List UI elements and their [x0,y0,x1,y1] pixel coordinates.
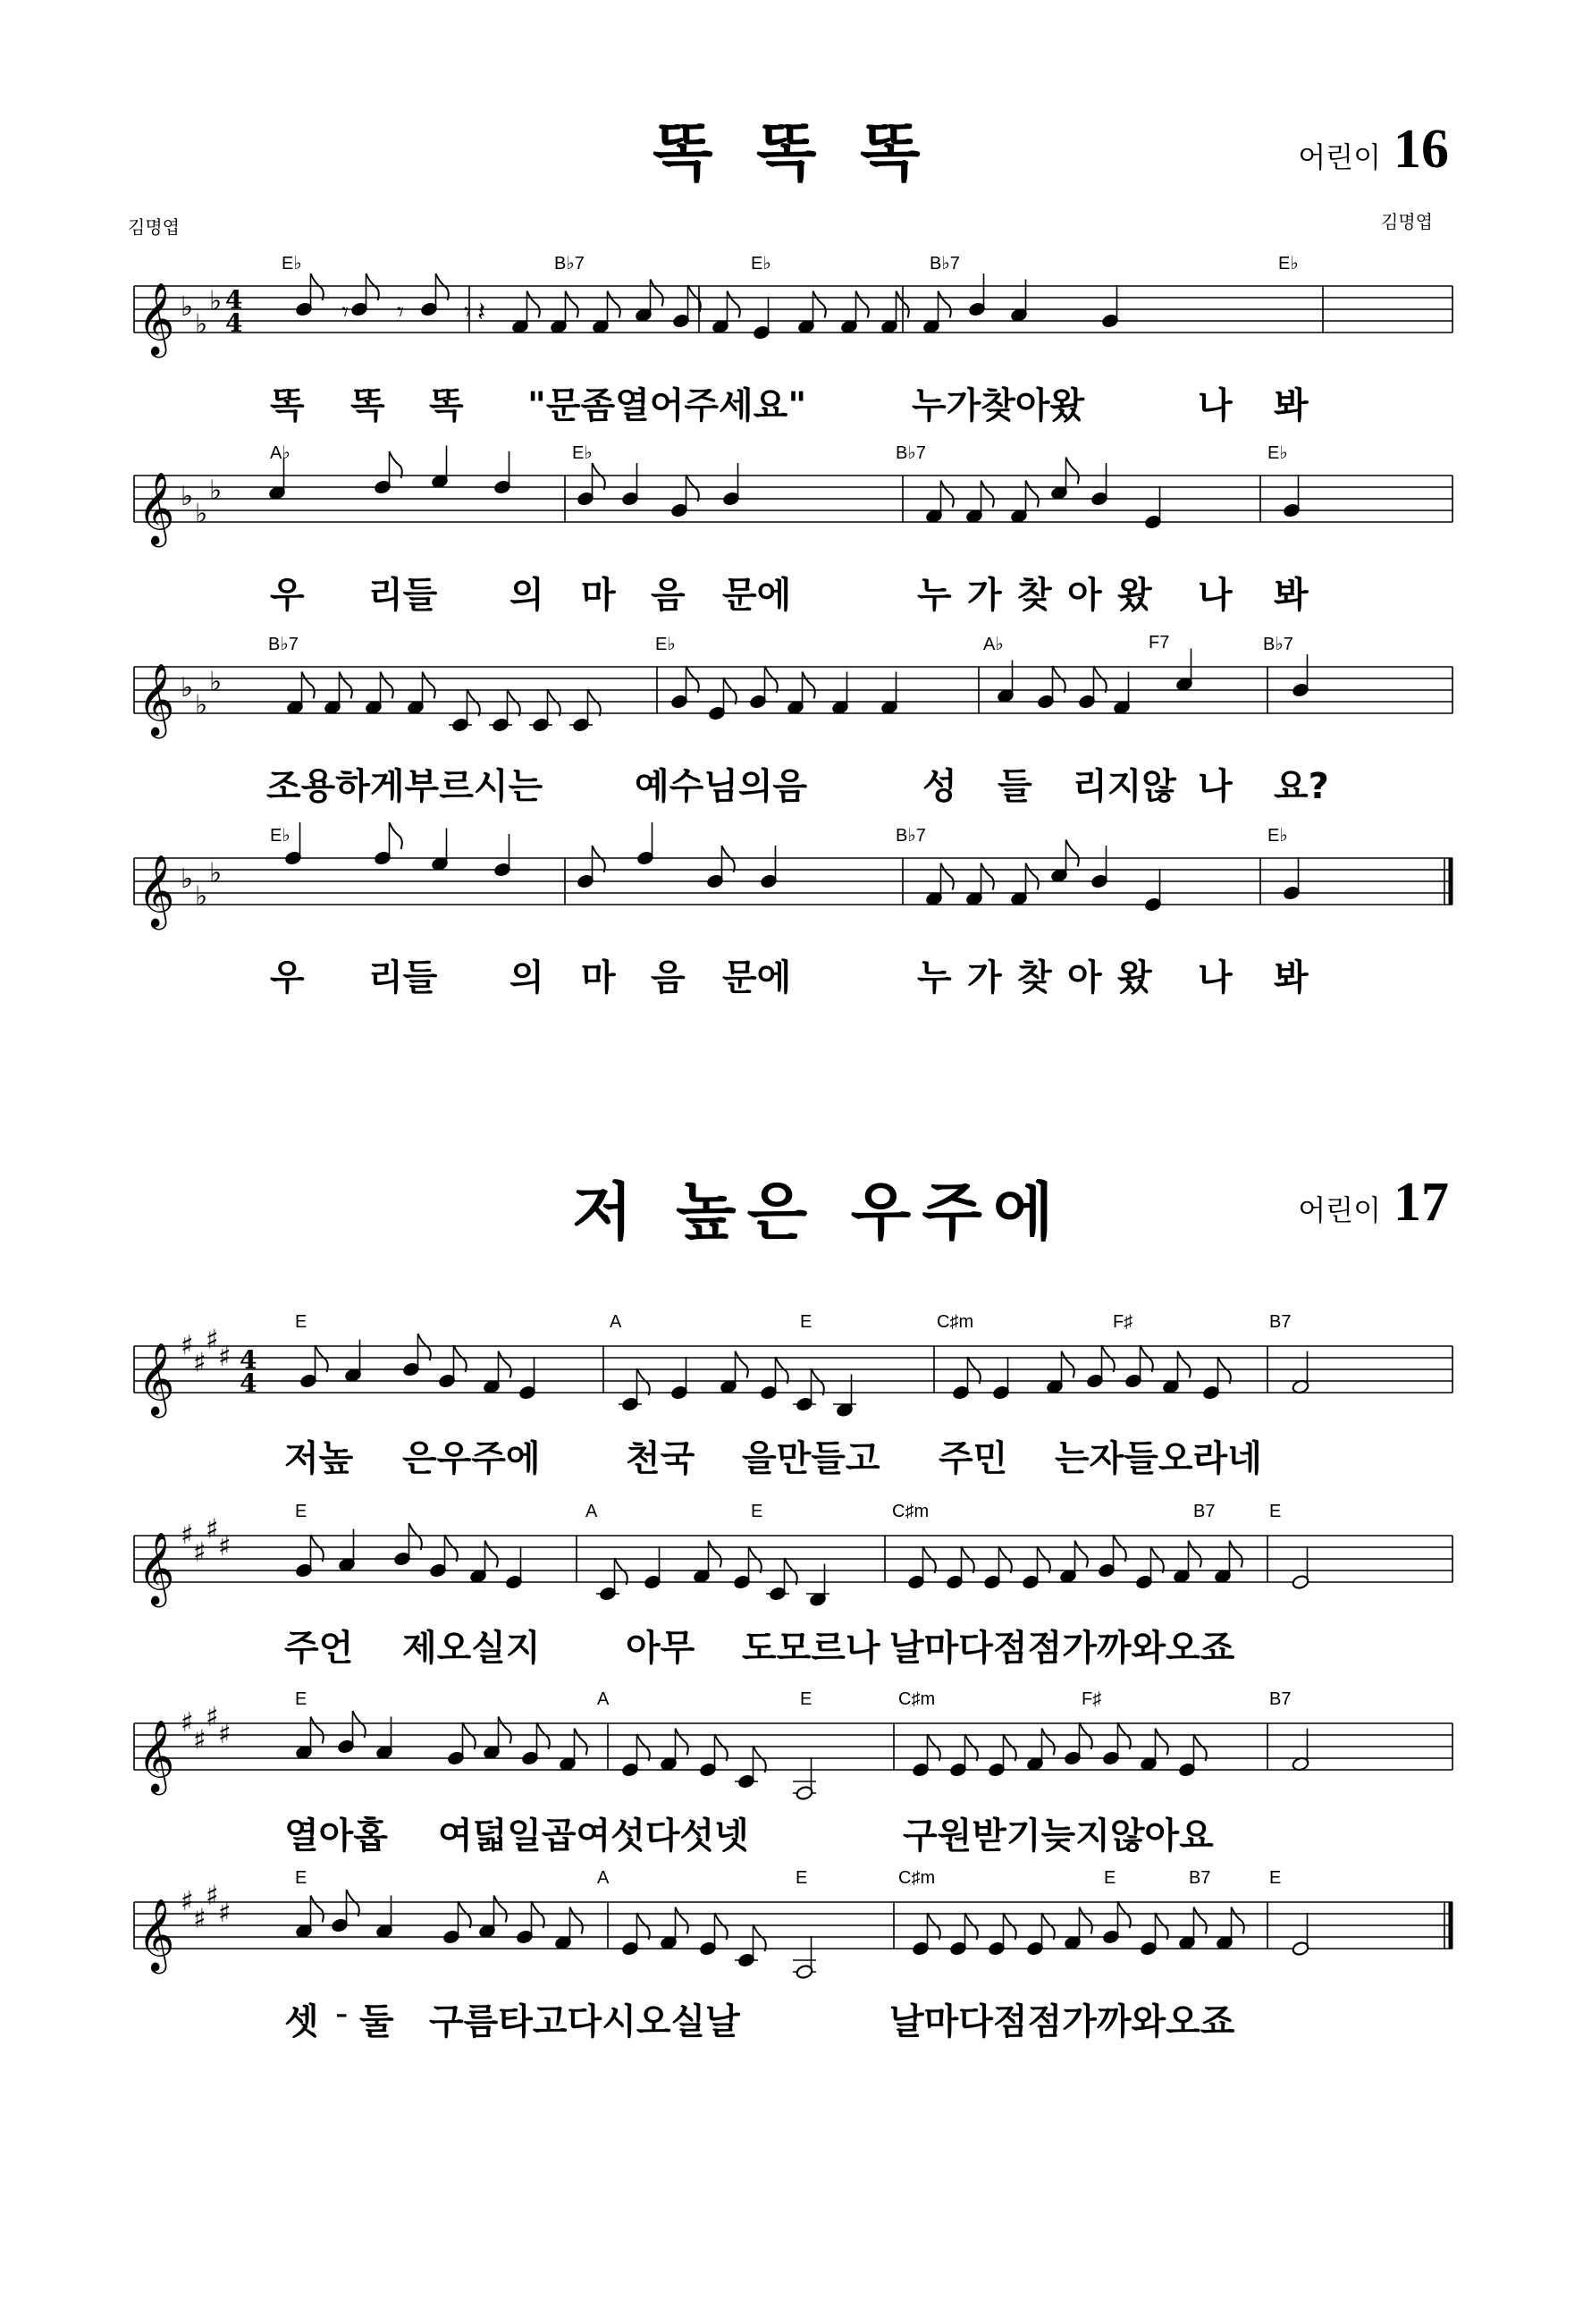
note-flag [754,1746,766,1772]
note-flag [347,1890,359,1916]
chord-symbol: E♭ [270,826,290,846]
lyric-word: 봐 [1274,385,1309,426]
note-flag [1066,458,1079,484]
lyric-word: 봐 [1274,957,1309,998]
note-flag [1189,1541,1201,1568]
chord-symbol: B♭7 [268,635,299,654]
chord-symbol: E♭ [1267,826,1288,846]
note-flag [1102,1345,1115,1372]
chord-symbol: E♭ [751,254,771,274]
note-flag [812,1368,824,1395]
note-flag [575,1729,587,1756]
flat-icon: ♭ [195,308,208,341]
note-flag [1004,1734,1016,1761]
hymn-number-value: 16 [1394,119,1449,180]
note-flag [676,1729,688,1756]
note-flag [941,481,954,508]
note-flag [856,291,869,318]
staff [134,824,1452,927]
hymn-number [1298,118,1449,181]
rest-icon: 𝄾 [464,297,471,328]
chord-symbol: C♯m [937,1312,974,1332]
chord-symbol: C♯m [898,1868,936,1888]
note-flag [1118,1901,1131,1928]
hymn-number-label: 어린이 [1298,1193,1381,1227]
note-flag [715,1913,728,1940]
note-flag [1026,481,1039,508]
note-flag [436,274,449,300]
note-flag [813,291,826,318]
sharp-icon: ♯ [193,1903,206,1935]
chord-symbol: B♭7 [896,826,926,846]
lyric-word: 의 [509,957,544,998]
chord-symbol: E♭ [1267,443,1288,463]
hymn-number-label: 어린이 [1298,140,1381,174]
sharp-icon: ♯ [206,1701,219,1733]
sharp-icon: ♯ [206,1513,219,1545]
lyric-word: 주민 [939,1438,1008,1479]
lyric-word: 나 [1198,766,1233,807]
note-flag [722,846,735,872]
note-flag [454,1345,467,1372]
chord-symbol: E♭ [572,443,593,463]
note-flag [1230,1541,1242,1568]
sharp-icon: ♯ [193,1347,206,1379]
lyric-word: 문에 [722,957,792,998]
note-flag [715,1734,728,1761]
note-flag [1156,1729,1168,1756]
flat-icon: ♭ [195,880,208,913]
chord-symbol: F♯ [1113,1312,1133,1332]
lyric-word: 우 [270,957,305,998]
lyric-word: 도모르나 [742,1628,880,1669]
chord-symbol: F7 [1149,633,1170,653]
note-flag [999,1546,1012,1573]
note-flag [494,1896,507,1923]
note-flag [499,1351,511,1378]
sharp-icon: ♯ [193,1537,206,1569]
lyric-word: 저높 [284,1438,354,1479]
chord-symbol: B♭7 [896,443,926,463]
note-flag [1080,1907,1092,1934]
chord-symbol: F♯ [1082,1689,1102,1709]
lyric-word: 똑 [270,385,305,426]
note-flag [593,463,605,490]
lyric-word: 왔 [1117,957,1152,998]
note-flag [423,672,435,699]
lyric-word: 아 [1067,575,1102,616]
note-flag [1141,1345,1153,1372]
lyric-word: 음 [651,957,686,998]
note-flag [1178,1351,1191,1378]
note-flag [736,1351,748,1378]
note-flag [566,291,578,318]
lyric-word: 가 [967,575,1002,616]
note-flag [686,666,699,693]
lyric-word: 조용하게부르시는 [266,766,543,807]
note-flag [527,291,540,318]
flat-icon: ♭ [209,857,223,889]
note-flag [418,1334,431,1360]
lyric-word: 제오실지 [402,1628,541,1669]
note-flag [381,672,393,699]
note-flag [302,672,315,699]
note-flag [923,1546,936,1573]
sharp-icon: ♯ [181,1520,194,1551]
note-flag [615,1558,627,1585]
sharp-icon: ♯ [193,1724,206,1756]
note-flag [390,451,402,478]
note-flag [316,1345,328,1372]
note-flag [686,475,699,501]
lyric-word: 마 [581,575,616,616]
lyric-word: 구원받기늦지않아요 [903,1815,1214,1857]
chord-symbol: A [597,1868,610,1888]
music-system [134,1312,1452,1479]
note-flag [311,1717,324,1744]
chord-symbol: E [295,1502,307,1521]
note-flag [1080,1722,1092,1749]
note-flag [608,291,620,318]
composer-credit: 김명엽 [1381,211,1433,232]
music-system [134,824,1452,998]
lyric-word: 천국 [626,1438,695,1479]
note-flag [939,291,951,318]
note-flag [311,1535,324,1562]
flat-icon: ♭ [209,285,223,317]
chord-symbol: E♭ [1278,254,1299,274]
note-flag [709,1541,721,1568]
lyric-word: 나 [1198,385,1233,426]
note-flag [463,1722,476,1749]
hymn-number-value: 17 [1394,1172,1449,1233]
lyric-word: 마 [581,957,616,998]
note-flag [593,846,605,872]
chord-symbol: E [1104,1868,1116,1888]
sharp-icon: ♯ [181,1707,194,1739]
note-flag [1042,1729,1055,1756]
note-flag [588,689,601,716]
lyric-word: 주언 [284,1628,354,1669]
lyric-word: 나 [1198,575,1233,616]
treble-clef-icon: 𝄞 [138,1342,175,1415]
note-flag [1194,1907,1207,1934]
note-flag [637,1913,650,1940]
note-flag [459,1901,471,1928]
time-signature-top: 4 [240,1345,257,1375]
lyric-word: "문좀열어주세요" [527,385,807,426]
treble-clef-icon: 𝄞 [138,662,175,736]
lyric-word: 성 [922,766,957,807]
staff [134,1312,1452,1415]
lyric-word: 날마다점점가까와오죠 [889,2001,1235,2042]
time-signature-top: 4 [225,285,243,315]
note-flag [785,1558,797,1585]
flat-icon: ♭ [195,498,208,530]
lyric-word: 을만들고 [742,1438,880,1479]
rest-icon: 𝄽 [477,297,486,328]
flat-icon: ♭ [181,291,194,323]
music-system [134,1502,1452,1669]
staff [134,1868,1452,1971]
lyric-word: 리들 [368,575,438,616]
flat-icon: ♭ [209,666,223,698]
treble-clef-icon: 𝄞 [138,854,175,927]
lyricist-credit: 김명엽 [128,216,180,238]
note-flag [537,1722,550,1749]
lyric-word: 똑 [429,385,464,426]
flat-icon: ♭ [209,475,223,507]
flat-icon: ♭ [181,672,194,703]
staff [134,1502,1452,1604]
rest-icon: 𝄾 [397,297,404,328]
lyric-word: 누가찾아왔 [912,385,1085,426]
staff [134,252,1452,355]
note-flag [1094,666,1107,693]
sharp-icon: ♯ [181,1330,194,1361]
note-flag [676,1907,688,1934]
lyric-word: 열아홉 [284,1815,388,1857]
chord-symbol: E [1269,1502,1282,1521]
lyric-word: 문에 [722,575,792,616]
treble-clef-icon: 𝄞 [138,282,175,355]
lyric-word: 요? [1274,766,1329,807]
note-flag [928,1734,940,1761]
flat-icon: ♭ [181,863,194,895]
treble-clef-icon: 𝄞 [138,1719,175,1792]
time-signature-bottom: 4 [240,1368,257,1398]
music-system [134,633,1452,807]
note-flag [749,1546,762,1573]
lyric-word: 우 [270,575,305,616]
note-flag [965,1734,978,1761]
lyric-word: 봐 [1274,575,1309,616]
note-flag [981,481,994,508]
note-flag [485,1541,498,1568]
song-title: 저 높은 우주에 [572,1175,1065,1249]
staff [134,442,1452,544]
song-title: 똑 똑 똑 [653,116,931,189]
lyric-word: 아무 [626,1628,695,1669]
chord-symbol: E♭ [655,635,676,654]
lyric-word: 누 [917,957,952,998]
chord-symbol: A [610,1312,622,1332]
note-flag [776,1357,788,1384]
note-flag [968,1357,981,1384]
note-flag [1062,1351,1074,1378]
chord-symbol: B♭7 [554,254,585,274]
note-flag [445,1535,458,1562]
music-system [134,442,1452,616]
chord-symbol: E [800,1689,813,1709]
note-flag [548,689,560,716]
lyric-word: 가 [967,957,1002,998]
sharp-icon: ♯ [218,1531,232,1562]
lyric-word: 누 [917,575,952,616]
lyric-word: 들 [998,766,1032,807]
chord-symbol: A♭ [270,443,290,463]
note-flag [311,274,324,300]
treble-clef-icon: 𝄞 [138,1898,175,1971]
music-system [134,1689,1452,1857]
note-flag [803,672,815,699]
lyric-word: 리들 [368,957,438,998]
chord-symbol: C♯m [892,1502,930,1521]
flat-icon: ♭ [195,689,208,721]
hymn-number [1298,1171,1449,1234]
rest-icon: 𝄾 [341,297,349,328]
note-flag [508,689,520,716]
note-flag [765,666,778,693]
note-flag [570,1907,583,1934]
note-flag [1066,840,1079,867]
note-flag [409,1523,422,1550]
note-flag [390,822,402,849]
chord-symbol: E♭ [282,254,302,274]
note-flag [1151,1546,1164,1573]
note-flag [1038,1546,1050,1573]
note-flag [1118,1722,1131,1749]
treble-clef-icon: 𝄞 [138,1531,175,1604]
lyric-word: 음 [651,575,686,616]
note-flag [1026,863,1039,890]
chord-symbol: E [295,1312,307,1332]
note-flag [1156,1913,1168,1940]
chord-symbol: A♭ [983,635,1004,654]
lyric-word: 나 [1198,957,1233,998]
note-flag [1114,1535,1126,1562]
music-system [134,1868,1452,2042]
note-flag [962,1546,974,1573]
chord-symbol: B7 [1189,1868,1211,1888]
note-flag [728,291,740,318]
staff [134,1689,1452,1792]
note-flag [532,1901,544,1928]
lyric-word: 찾 [1017,575,1052,616]
lyric-word: 리지않 [1073,766,1176,807]
chord-symbol: E [295,1689,307,1709]
note-flag [941,863,954,890]
note-flag [366,274,379,300]
lyric-word: 은우주에 [402,1438,541,1479]
lyric-word: - [335,1993,349,2034]
note-flag [724,678,737,704]
treble-clef-icon: 𝄞 [138,471,175,544]
chord-symbol: E [796,1868,808,1888]
note-flag [754,1924,766,1951]
chord-symbol: B♭7 [1263,635,1293,654]
chord-symbol: B7 [1269,1689,1292,1709]
sharp-icon: ♯ [181,1886,194,1917]
note-flag [1004,1913,1016,1940]
note-flag [965,1913,978,1940]
lyric-word: 왔 [1117,575,1152,616]
chord-symbol: A [597,1689,610,1709]
lyric-word: 예수님의음 [635,766,808,807]
note-flag [637,1368,650,1395]
note-flag [1075,1541,1088,1568]
lyric-line [134,1993,1452,2281]
chord-symbol: E [800,1312,813,1332]
lyric-word: 둘 [359,2001,394,2042]
note-flag [1053,666,1065,693]
lyric-word: 여덟일곱여섯다섯넷 [438,1815,749,1857]
sharp-icon: ♯ [218,1898,232,1929]
note-flag [1042,1913,1055,1940]
note-flag [1218,1357,1231,1384]
lyric-word: 셋 [284,2001,319,2042]
note-flag [651,280,663,307]
staff [134,633,1452,736]
lyric-word: 똑 [350,385,385,426]
music-system [134,252,1452,426]
sharp-icon: ♯ [206,1324,219,1356]
flat-icon: ♭ [181,481,194,512]
time-signature-bottom: 4 [225,308,243,338]
note-flag [1232,1907,1244,1934]
lyric-word: 구름타고다시오실날 [429,2001,740,2042]
chord-symbol: E [751,1502,763,1521]
lyric-word: 의 [509,575,544,616]
note-flag [499,1717,511,1744]
note-flag [981,863,994,890]
sharp-icon: ♯ [218,1342,232,1373]
sharp-icon: ♯ [206,1880,219,1912]
chord-symbol: B♭7 [930,254,960,274]
note-flag [1194,1734,1207,1761]
lyric-word: 아 [1067,957,1102,998]
lyric-word: 날마다점점가까와오죠 [889,1628,1235,1669]
note-flag [340,672,352,699]
lyric-word: 는자들오라네 [1055,1438,1262,1479]
sharp-icon: ♯ [218,1719,232,1750]
chord-symbol: B7 [1269,1312,1292,1332]
chord-symbol: E [295,1868,307,1888]
chord-symbol: A [585,1502,598,1521]
note-flag [353,1711,366,1738]
note-flag [928,1913,940,1940]
lyric-word: 찾 [1017,957,1052,998]
note-flag [467,689,480,716]
note-flag [637,1734,650,1761]
chord-symbol: B7 [1193,1502,1216,1521]
chord-symbol: C♯m [898,1689,936,1709]
chord-symbol: E [1269,1868,1282,1888]
note-flag [311,1896,324,1923]
